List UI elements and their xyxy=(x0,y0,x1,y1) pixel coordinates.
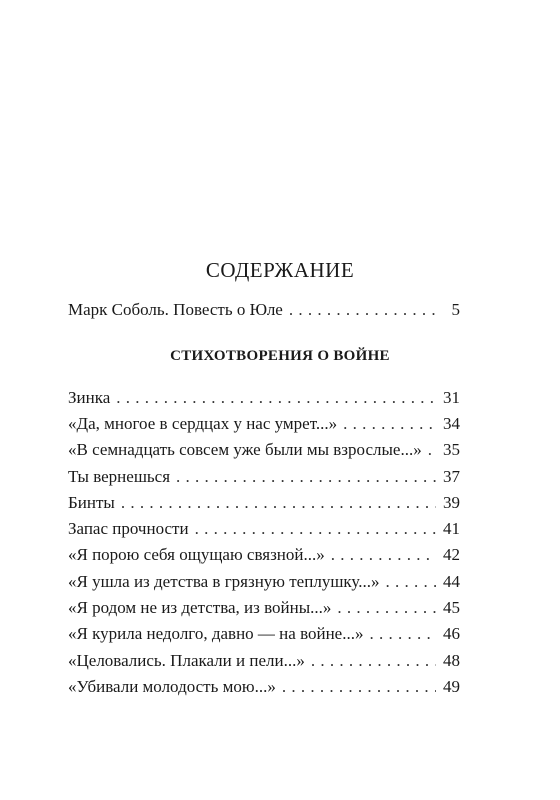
toc-entry-page: 37 xyxy=(443,467,460,486)
dot-leader xyxy=(176,467,436,487)
toc-entry[interactable] xyxy=(68,414,460,438)
toc-entry[interactable] xyxy=(68,572,460,596)
toc-entry-page: 39 xyxy=(443,493,460,512)
toc-entry-page: 31 xyxy=(443,388,460,407)
toc-entry[interactable] xyxy=(68,651,460,675)
toc-entry-title: Бинты xyxy=(68,493,115,512)
toc-entry[interactable] xyxy=(68,624,460,648)
dot-leader xyxy=(428,440,436,460)
toc-entry-page: 45 xyxy=(443,598,460,617)
dot-leader xyxy=(343,414,436,434)
toc-entry-title: Зинка xyxy=(68,388,111,407)
toc-entry-title: «Да, многое в сердцах у нас умрет...» xyxy=(68,414,338,433)
toc-entry[interactable] xyxy=(68,519,460,543)
toc-entry[interactable] xyxy=(68,677,460,701)
toc-entry-page: 46 xyxy=(443,624,460,643)
dot-leader xyxy=(116,388,436,408)
toc-entry[interactable] xyxy=(68,467,460,491)
dot-leader xyxy=(337,598,436,618)
toc-entry-page: 5 xyxy=(451,300,460,319)
toc-entry-page: 41 xyxy=(443,519,460,538)
toc-entry[interactable] xyxy=(68,493,460,517)
toc-entry-title: «Я родом не из детства, из войны...» xyxy=(68,598,332,617)
toc-entry-page: 48 xyxy=(443,651,460,670)
toc-entry-title: Марк Соболь. Повесть о Юле xyxy=(68,300,283,319)
dot-leader xyxy=(331,545,436,565)
toc-entry[interactable] xyxy=(68,545,460,569)
toc-entry-page: 34 xyxy=(443,414,460,433)
dot-leader xyxy=(385,572,436,592)
toc-entry-page: 44 xyxy=(443,572,460,591)
toc-entry-page: 35 xyxy=(443,440,460,459)
dot-leader xyxy=(369,624,436,644)
toc-entry-title: «Убивали молодость мою...» xyxy=(68,677,276,696)
toc-entry-page: 42 xyxy=(443,545,460,564)
toc-entry-title: «Я курила недолго, давно — на войне...» xyxy=(68,624,364,643)
toc-entry-page: 49 xyxy=(443,677,460,696)
toc-title: СОДЕРЖАНИЕ xyxy=(205,258,355,282)
toc-entry-title: Ты вернешься xyxy=(68,467,171,486)
dot-leader xyxy=(311,651,436,671)
dot-leader xyxy=(282,677,436,697)
toc-entry[interactable] xyxy=(68,440,460,464)
toc-entry-title: «Целовались. Плакали и пели...» xyxy=(68,651,305,670)
dot-leader xyxy=(121,493,436,513)
toc-entry-intro[interactable] xyxy=(68,300,460,324)
toc-entry-title: «Я порою себя ощущаю связной...» xyxy=(68,545,325,564)
dot-leader xyxy=(289,300,436,320)
dot-leader xyxy=(195,519,436,539)
toc-entry-title: «Я ушла из детства в грязную теплушку...» xyxy=(68,572,380,591)
toc-entry-title: Запас прочности xyxy=(68,519,189,538)
toc-entry[interactable] xyxy=(68,598,460,622)
section-heading: СТИХОТВОРЕНИЯ О ВОЙНЕ xyxy=(170,348,390,364)
toc-entry-title: «В семнадцать совсем уже были мы взрослые...» xyxy=(68,440,422,459)
toc-entry[interactable] xyxy=(68,388,460,412)
